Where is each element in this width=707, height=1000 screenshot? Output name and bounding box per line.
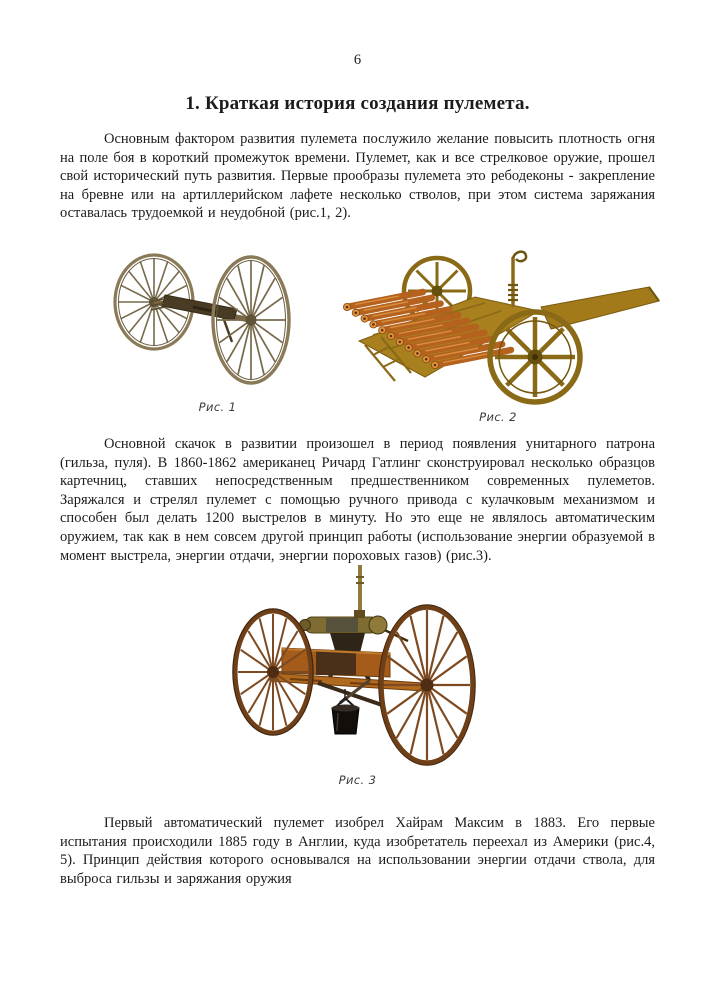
figures-row bbox=[105, 249, 655, 424]
organ-gun-image bbox=[333, 249, 663, 407]
figure-2 bbox=[333, 249, 663, 424]
paragraph-intro: Основным фактором развития пулемета послужило желание повысить плотность огня на поле боя в короткий промежуток времени. Пулемет, как и все стрелковое оружие, прошел свой исторический путь развития. Первые прообразы пулемета это ребодеконы - закрепление на бревне или на артиллерийском лафете несколько стволов, при этом система заряжания оставалась трудоемкой и неудобной (рис.1, 2). bbox=[60, 131, 655, 222]
figure-3-container bbox=[230, 565, 486, 787]
figure-1-caption: Рис. 1 bbox=[198, 399, 237, 414]
page-title: 1. Краткая история создания пулемета. bbox=[185, 93, 530, 114]
paragraph-gatling: Основной скачок в развитии произошел в период появления унитарного патрона (гильза, пуля). В 1860-1862 американец Ричард Гатлинг сконструировал несколько образцов картечниц, ставших непосредственным предшественником современных пулеметов. Заряжался и стрелял пулемет с помощью ручного привода с кулачковым механизмом и способен был делать 1200 выстрелов в минуту. Но это еще не являлось автоматическим оружием, так как в нем совсем другой принцип работы (использование энергии образуемой в момент выстрела, энергии отдачи, энергии пороховых газов) (рис.3). bbox=[60, 435, 655, 564]
paragraph-maxim: Первый автоматический пулемет изобрел Хайрам Максим в 1883. Его первые испытания происходили 1885 году в Англии, куда изобретатель переехал из Америки (рис.4, 5). Принцип действия которого основывался на использовании энергии отдачи ствола, для выброса гильзы и заряжания оружия bbox=[60, 815, 655, 887]
gatling-gun-image bbox=[230, 565, 486, 770]
figure-3 bbox=[230, 565, 486, 787]
volley-gun-image bbox=[105, 249, 330, 397]
figure-1 bbox=[105, 249, 330, 414]
page-number: 6 bbox=[353, 52, 362, 68]
figure-2-caption: Рис. 2 bbox=[479, 409, 517, 424]
figure-3-caption: Рис. 3 bbox=[338, 773, 377, 788]
